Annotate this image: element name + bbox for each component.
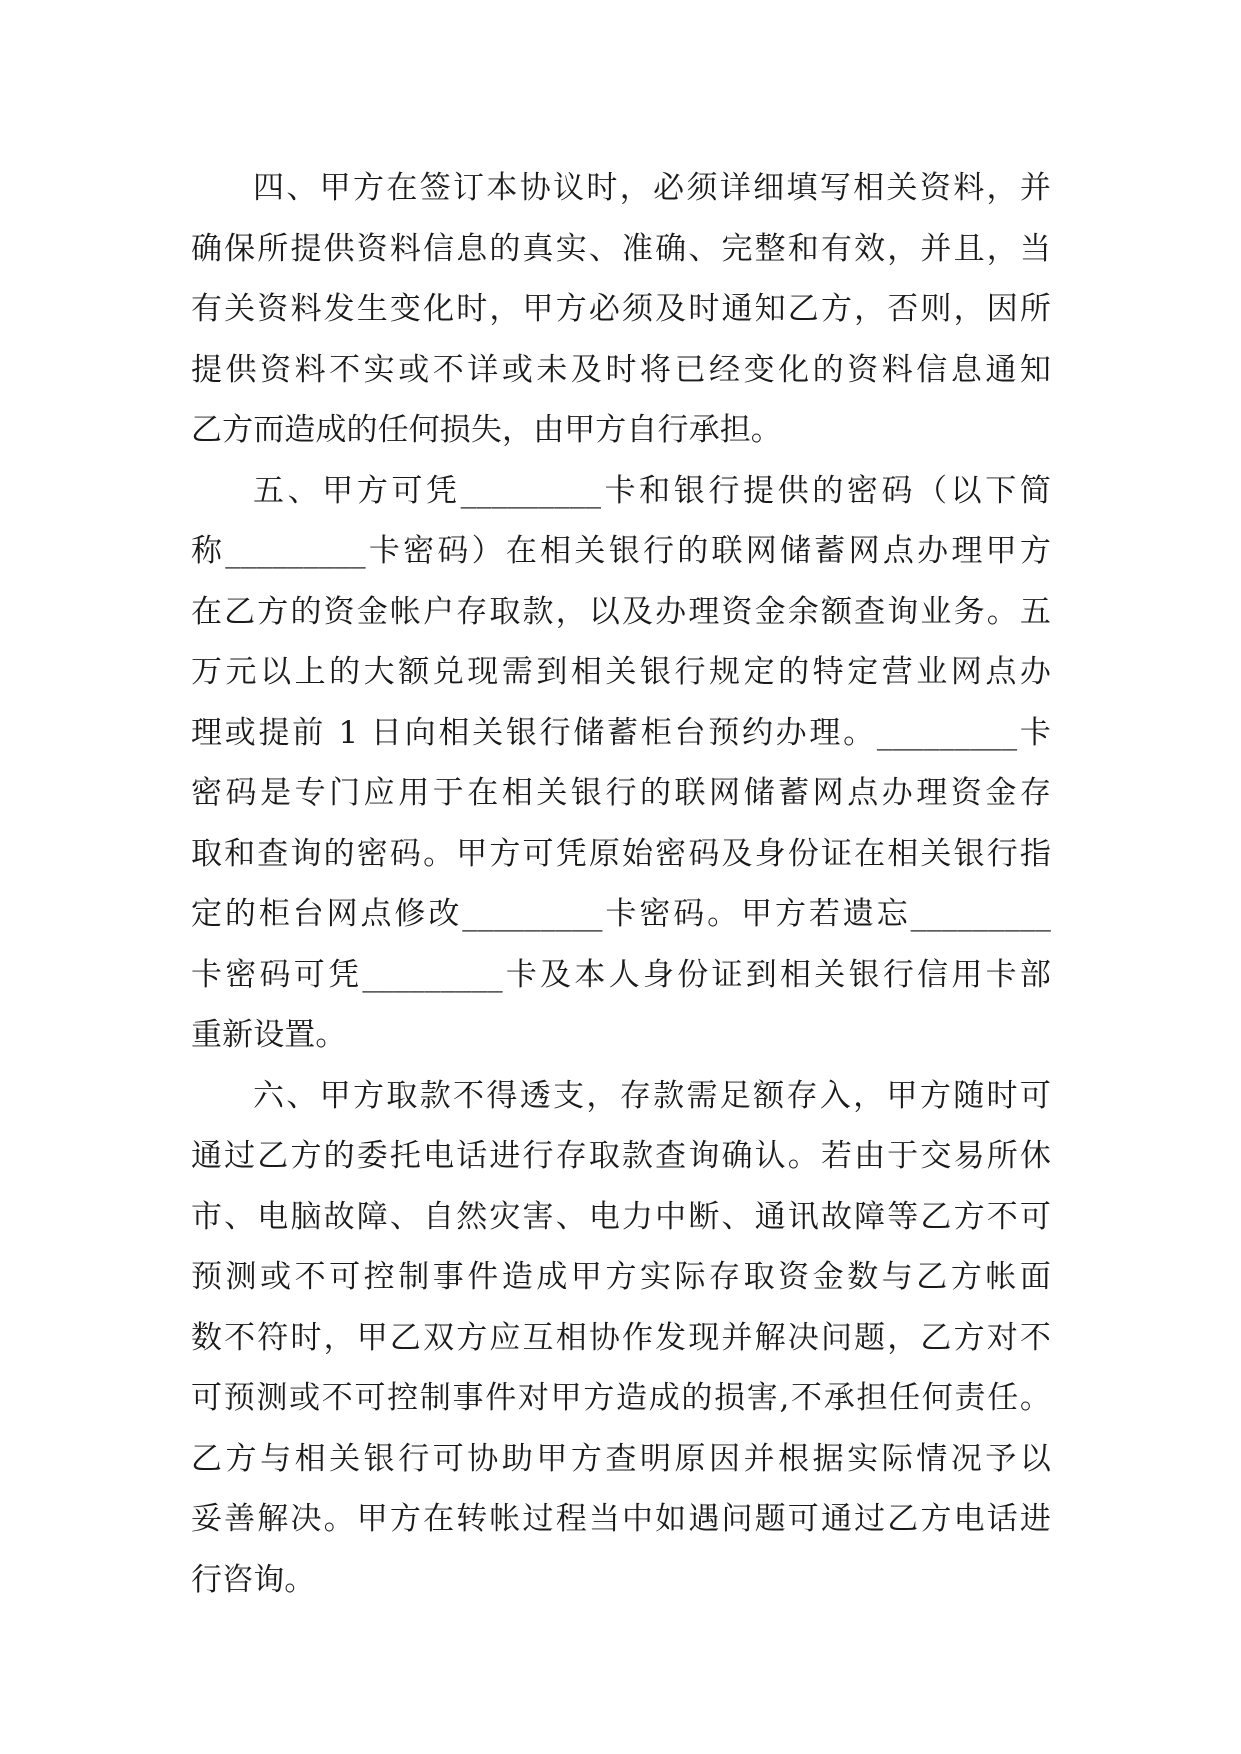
text-line: 可预测或不可控制事件对甲方造成的损害,不承担任何责任。 [191,1380,1051,1416]
text-line: 五、甲方可凭_________卡和银行提供的密码（以下简 [253,472,1051,509]
text-line: 卡密码可凭_________卡及本人身份证到相关银行信用卡部 [191,956,1051,993]
text-line: 妥善解决。甲方在转帐过程当中如遇问题可通过乙方电话进 [191,1501,1051,1537]
text-line: 数不符时，甲乙双方应互相协作发现并解决问题，乙方对不 [191,1319,1051,1356]
text-line: 行咨询。 [191,1561,316,1598]
text-line: 乙方与相关银行可协助甲方查明原因并根据实际情况予以 [191,1440,1051,1477]
text-line: 六、甲方取款不得透支，存款需足额存入，甲方随时可 [253,1077,1051,1114]
text-line: 称_________卡密码）在相关银行的联网储蓄网点办理甲方 [191,533,1051,569]
text-line: 万元以上的大额兑现需到相关银行规定的特定营业网点办 [191,654,1051,690]
paragraph-5 [191,461,1051,1066]
document-body [191,158,1051,1610]
text-line: 四、甲方在签订本协议时，必须详细填写相关资料，并 [253,170,1051,206]
text-line: 乙方而造成的任何损失，由甲方自行承担。 [191,412,782,448]
text-line: 有关资料发生变化时，甲方必须及时通知乙方，否则，因所 [191,291,1051,327]
text-line: 重新设置。 [191,1017,347,1053]
paragraph-4 [191,158,1051,461]
text-line: 市、电脑故障、自然灾害、电力中断、通讯故障等乙方不可 [191,1198,1051,1235]
text-line: 通过乙方的委托电话进行存取款查询确认。若由于交易所休 [191,1138,1051,1174]
text-line: 理或提前 1 日向相关银行储蓄柜台预约办理。_________卡 [191,714,1051,751]
text-line: 取和查询的密码。甲方可凭原始密码及身份证在相关银行指 [191,835,1051,872]
text-line: 确保所提供资料信息的真实、准确、完整和有效，并且，当 [191,230,1051,267]
text-line: 在乙方的资金帐户存取款，以及办理资金余额查询业务。五 [191,593,1051,630]
text-line: 定的柜台网点修改_________卡密码。甲方若遗忘_________ [191,896,1051,932]
text-line: 提供资料不实或不详或未及时将已经变化的资料信息通知 [191,351,1051,388]
paragraph-6 [191,1066,1051,1611]
text-line: 密码是专门应用于在相关银行的联网储蓄网点办理资金存 [191,775,1051,811]
text-line: 预测或不可控制事件造成甲方实际存取资金数与乙方帐面 [191,1259,1051,1295]
